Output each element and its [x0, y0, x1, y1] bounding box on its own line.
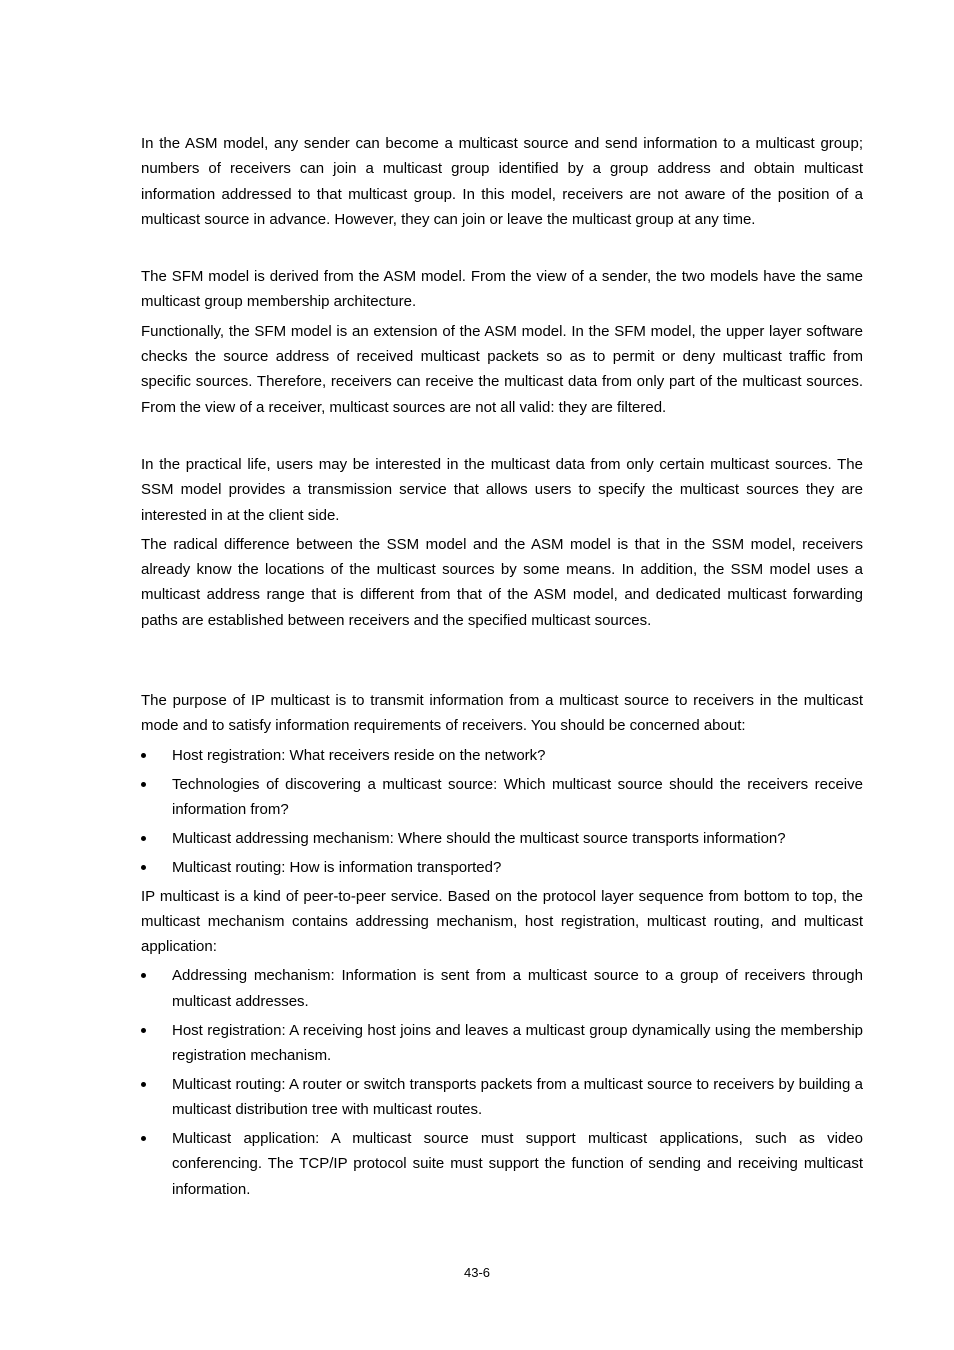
bullet-icon: [141, 836, 146, 841]
bullet-icon: [141, 782, 146, 787]
concerns-list: [141, 743, 863, 880]
list-item-text: Technologies of discovering a multicast source: Which multicast source should the receivers receive information from?: [172, 775, 863, 818]
list-item-text: Multicast addressing mechanism: Where should the multicast source transports information?: [172, 829, 786, 847]
asm-paragraph: In the ASM model, any sender can become a multicast source and send information to a multicast group; numbers of receivers can join a multicast group identified by a group address and obtain multicast information addressed to that multicast group. In this model, receivers are not aware of the position of a multicast source in advance. However, they can join or leave the multicast group at any time.: [141, 135, 863, 228]
framework-intro: The purpose of IP multicast is to transmit information from a multicast source to receivers in the multicast mode and to satisfy information requirements of receivers. You should be concerned about:: [141, 692, 863, 735]
bullet-icon: [141, 1082, 146, 1087]
list-item: [141, 855, 863, 880]
list-item: [141, 772, 863, 823]
list-item-text: Host registration: A receiving host joins and leaves a multicast group dynamically using the membership registration mechanism.: [172, 1021, 863, 1064]
bullet-icon: [141, 973, 146, 978]
list-item-text: Host registration: What receivers reside on the network?: [172, 746, 546, 764]
sfm-paragraph-1: The SFM model is derived from the ASM model. From the view of a sender, the two models have the same multicast group membership architecture.: [141, 268, 863, 311]
list-item: [141, 743, 863, 768]
bullet-icon: [141, 865, 146, 870]
list-item-text: Multicast routing: How is information transported?: [172, 858, 502, 876]
bullet-icon: [141, 1136, 146, 1141]
ssm-paragraph-2: The radical difference between the SSM model and the ASM model is that in the SSM model, receivers already know the locations of the multicast sources by some means. In addition, the SSM model uses a multicast address range that is different from that of the ASM model, and dedicated multicast forwarding paths are established between receivers and the specified multicast sources.: [141, 535, 863, 629]
list-item: [141, 1072, 863, 1123]
list-item-text: Multicast routing: A router or switch transports packets from a multicast source to receivers by building a multicast distribution tree with multicast routes.: [172, 1075, 863, 1119]
list-item-text: Addressing mechanism: Information is sent from a multicast source to a group of receivers through multicast addresses.: [172, 967, 863, 1010]
page-body: [141, 131, 863, 1205]
framework-mid-paragraph: IP multicast is a kind of peer-to-peer service. Based on the protocol layer sequence from bottom to top, the multicast mechanism contains addressing mechanism, host registration, multicast routing, and multicast application:: [141, 887, 863, 956]
ssm-paragraph-1: In the practical life, users may be interested in the multicast data from only certain multicast sources. The SSM model provides a transmission service that allows users to specify the multicast sources they are interested in at the client side.: [141, 455, 863, 524]
list-item: [141, 1126, 863, 1202]
layers-list: [141, 963, 863, 1201]
list-item: [141, 1018, 863, 1069]
page-number: 43-6: [463, 1265, 491, 1280]
list-item: [141, 826, 863, 851]
list-item-text: Multicast application: A multicast source must support multicast applications, such as video conferencing. The TCP/IP protocol suite must support the function of sending and receiving multicast information.: [172, 1129, 863, 1198]
bullet-icon: [141, 753, 146, 758]
list-item: [141, 963, 863, 1014]
sfm-paragraph-2: Functionally, the SFM model is an extension of the ASM model. In the SFM model, the upper layer software checks the source address of received multicast packets so as to permit or deny multicast traffic from specific sources. Therefore, receivers can receive the multicast data from only part of the multicast sources. From the view of a receiver, multicast sources are not all valid: they are filtered.: [141, 322, 863, 416]
bullet-icon: [141, 1028, 146, 1033]
